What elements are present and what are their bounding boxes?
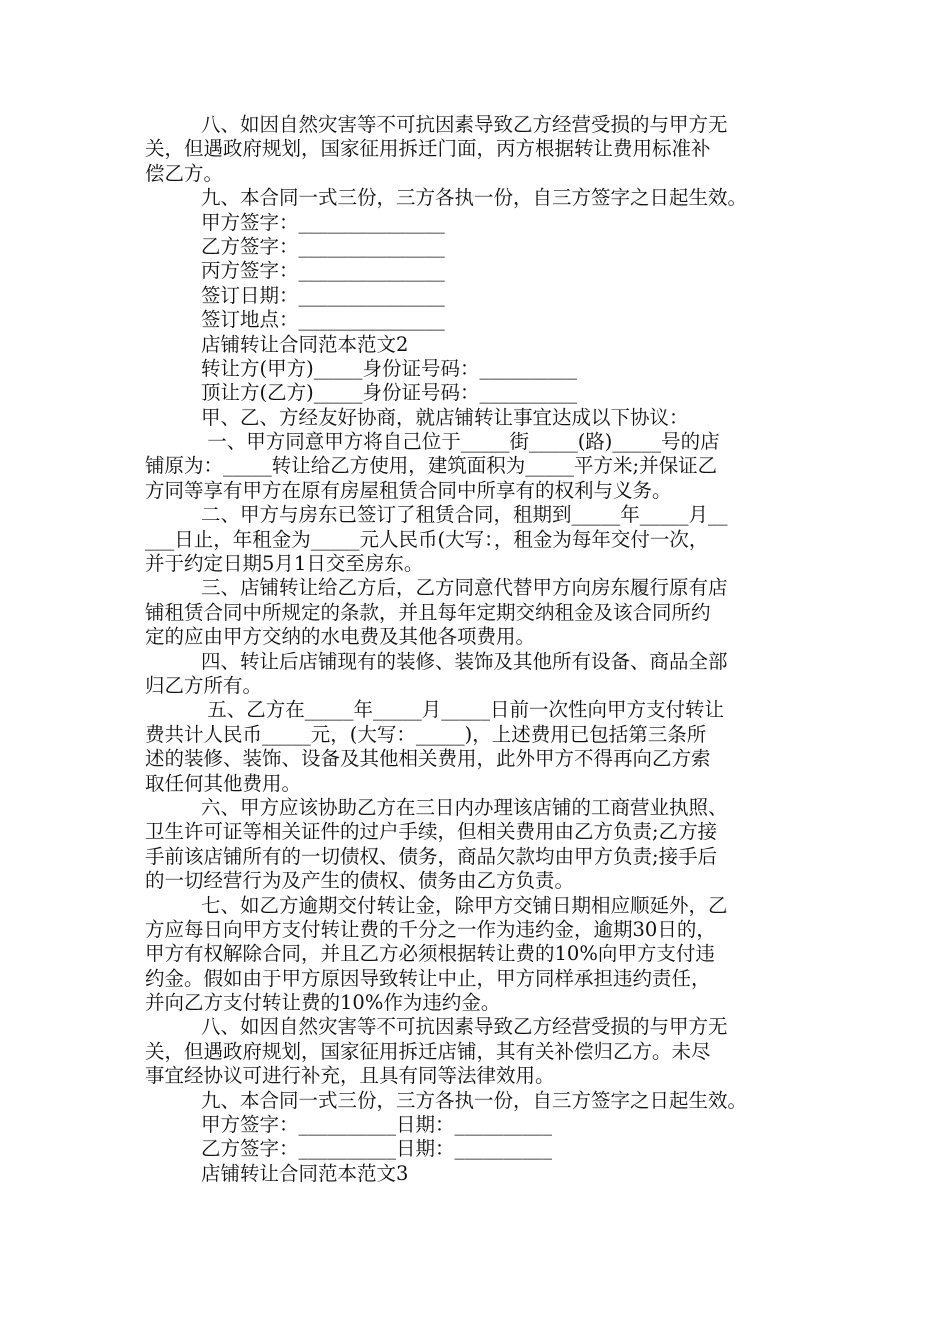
text-line: 方同等享有甲方在原有房屋租赁合同中所享有的权利与义务。 <box>145 478 672 502</box>
text-line: 归乙方所有。 <box>145 673 263 697</box>
text-line: 关，但遇政府规划，国家征用拆迁门面，丙方根据转让费用标准补 <box>145 137 711 161</box>
text-line: 二、甲方与房东已签订了租赁合同，租期到_____年_____月__ <box>201 503 728 527</box>
text-line: 方应每日向甲方支付转让费的千分之一作为违约金，逾期30日的， <box>145 917 716 941</box>
text-line: 七、如乙方逾期交付转让金，除甲方交铺日期相应顺延外，乙 <box>201 893 728 917</box>
signature-line: 签订地点：_______________ <box>201 308 445 332</box>
text-line: 甲、乙、方经友好协商，就店铺转让事宜达成以下协议： <box>201 405 689 429</box>
text-line: 偿乙方。 <box>145 161 224 185</box>
text-line: 关，但遇政府规划，国家征用拆迁店铺，其有关补偿归乙方。未尽 <box>145 1039 711 1063</box>
signature-line: 丙方签字：_______________ <box>201 259 445 283</box>
text-line: 并于约定日期5月1日交至房东。 <box>145 552 424 576</box>
text-line: 述的装修、装饰、设备及其他相关费用，此外甲方不得再向乙方索 <box>145 747 711 771</box>
signature-line: 乙方签字：_______________ <box>201 234 445 258</box>
text-line: 并向乙方支付转让费的10%作为违约金。 <box>145 991 501 1015</box>
text-line: 铺原为：_____转让给乙方使用，建筑面积为_____平方米;并保证乙 <box>145 454 718 478</box>
text-line: 八、如因自然灾害等不可抗因素导致乙方经营受损的与甲方无 <box>201 1015 728 1039</box>
text-line: 约金。假如由于甲方原因导致转让中止，甲方同样承担违约责任， <box>145 966 711 990</box>
text-line: 手前该店铺所有的一切债权、债务，商品欠款均由甲方负责;接手后 <box>145 844 718 868</box>
text-line: 费共计人民币_____元，(大写：_____)，上述费用已包括第三条所 <box>145 722 707 746</box>
text-line: 顶让方(乙方)_____身份证号码：__________ <box>201 381 577 405</box>
text-line: 事宜经协议可进行补充，且具有同等法律效用。 <box>145 1064 555 1088</box>
document-body <box>145 113 815 1186</box>
section-title: 店铺转让合同范本范文2 <box>201 332 409 356</box>
text-line: 一、甲方同意甲方将自己位于_____街_____(路)_____号的店 <box>201 430 720 454</box>
text-line: 九、本合同一式三份，三方各执一份，自三方签字之日起生效。 <box>201 1088 748 1112</box>
section-title: 店铺转让合同范本范文3 <box>201 1161 409 1185</box>
text-line: 甲方有权解除合同，并且乙方必须根据转让费的10%向甲方支付违 <box>145 942 715 966</box>
signature-line: 签订日期：_______________ <box>201 283 445 307</box>
signature-line: 甲方签字：__________日期：__________ <box>201 1113 553 1137</box>
text-line: 三、店铺转让给乙方后，乙方同意代替甲方向房东履行原有店 <box>201 576 728 600</box>
text-line: 卫生许可证等相关证件的过户手续，但相关费用由乙方负责;乙方接 <box>145 820 718 844</box>
text-line: ___日止，年租金为_____元人民币(大写：，租金为每年交付一次， <box>145 527 709 551</box>
signature-line: 乙方签字：__________日期：__________ <box>201 1137 553 1161</box>
text-line: 四、转让后店铺现有的装修、装饰及其他所有设备、商品全部 <box>201 649 728 673</box>
signature-line: 甲方签字：_______________ <box>201 210 445 234</box>
text-line: 的一切经营行为及产生的债权、债务由乙方负责。 <box>145 869 575 893</box>
text-line: 五、乙方在_____年_____月_____日前一次性向甲方支付转让 <box>201 698 724 722</box>
text-line: 八、如因自然灾害等不可抗因素导致乙方经营受损的与甲方无 <box>201 113 728 136</box>
text-line: 九、本合同一式三份，三方各执一份，自三方签字之日起生效。 <box>201 186 748 210</box>
text-line: 取任何其他费用。 <box>145 771 302 795</box>
text-line: 六、甲方应该协助乙方在三日内办理该店铺的工商营业执照、 <box>201 795 728 819</box>
text-line: 定的应由甲方交纳的水电费及其他各项费用。 <box>145 625 536 649</box>
text-line: 转让方(甲方)_____身份证号码：__________ <box>201 356 577 380</box>
text-line: 铺租赁合同中所规定的条款，并且每年定期交纳租金及该合同所约 <box>145 600 711 624</box>
